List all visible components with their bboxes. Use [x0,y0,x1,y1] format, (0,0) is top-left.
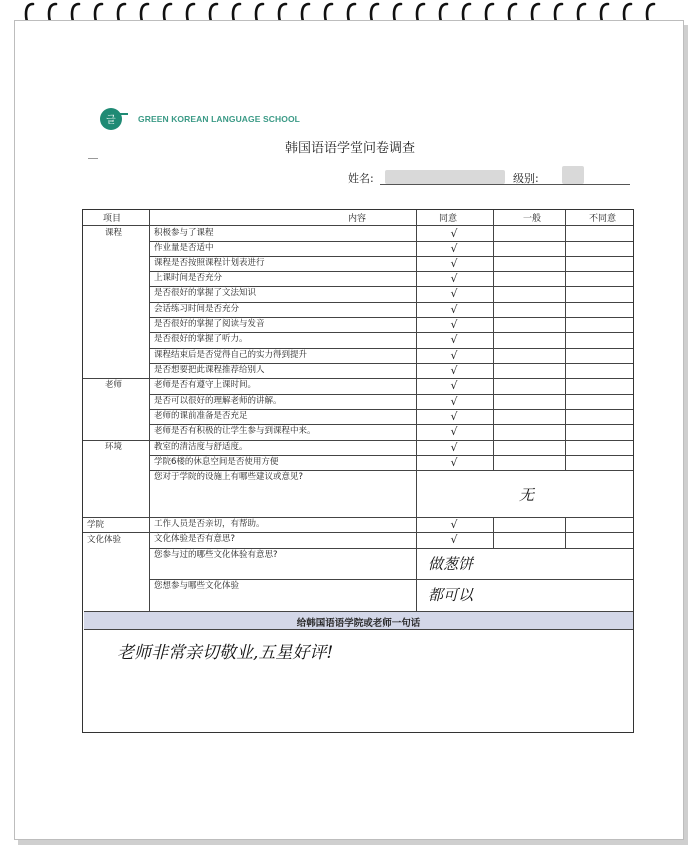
grid-line [149,363,633,364]
category-academy: 学院 [87,520,105,530]
question-text: 您参与过的哪些文化体验有意思? [154,550,278,560]
agree-checkmark: √ [450,272,458,285]
logo-icon [99,106,129,132]
question-text: 工作人员是否亲切，有帮助。 [154,519,265,529]
question-text: 作业量是否适中 [154,243,214,253]
agree-checkmark: √ [450,533,458,546]
grid-line [149,271,633,272]
agree-checkmark: √ [450,257,458,270]
question-text: 您想参与哪些文化体验 [154,581,240,591]
grid-line [83,532,149,533]
school-logo [99,106,300,132]
grid-line [493,210,494,470]
agree-checkmark: √ [450,303,458,316]
grid-line [149,517,633,518]
question-text: 是否很好的掌握了听力。 [154,334,248,344]
agree-checkmark: √ [450,287,458,300]
question-text: 是否想要把此课程推荐给别人 [154,365,265,375]
grid-line [149,455,633,456]
grid-line [149,532,633,533]
question-text: 课程结束后是否觉得自己的实力得到提升 [154,350,308,360]
header-agree: 同意 [439,214,458,224]
grid-line [149,241,633,242]
question-text: 您对于学院的设施上有哪些建议或意见? [154,472,304,482]
handwritten-message: 老师非常亲切敬业,五星好评! [117,643,334,663]
message-section-title: 给韩国语语学院或老师一句话 [296,618,421,629]
handwritten-answer: 都可以 [428,586,474,604]
question-text: 教室的清洁度与舒适度。 [154,442,248,452]
question-text: 老师的课前准备是否充足 [154,411,248,421]
agree-checkmark: √ [450,318,458,331]
grid-line [149,424,633,425]
header-content: 内容 [348,214,367,224]
grid-line [83,517,149,518]
grid-line [565,210,566,470]
grid-line [149,378,633,379]
survey-title: 韩国语语学堂问卷调查 [284,141,415,156]
question-text: 是否很好的掌握了文法知识 [154,288,257,298]
message-section-header [84,611,633,630]
category-culture: 文化体验 [87,535,122,545]
student-info-row [340,170,640,188]
level-label: 级别: [513,172,539,185]
redacted-name [385,170,505,184]
grid-line [149,579,633,580]
header-item: 项目 [103,214,122,224]
grid-line [149,256,633,257]
agree-checkmark: √ [450,456,458,469]
redacted-level [562,166,584,184]
agree-checkmark: √ [450,242,458,255]
category-environment: 环境 [105,442,123,452]
agree-checkmark: √ [450,410,458,423]
question-text: 课程是否按照课程计划表进行 [154,258,265,268]
grid-line [149,409,633,410]
grid-line [149,332,633,333]
grid-line [83,225,633,226]
grid-line [149,548,633,549]
handwritten-answer: 无 [519,486,535,504]
grid-line [149,611,633,612]
question-text: 会话练习时间是否充分 [154,304,240,314]
grid-line [83,440,149,441]
agree-checkmark: √ [450,518,458,531]
survey-table [82,209,634,733]
agree-checkmark: √ [450,395,458,408]
name-label: 姓名: [348,172,374,185]
agree-checkmark: √ [450,364,458,377]
category-teacher: 老师 [105,380,123,390]
header-neutral: 一般 [523,214,542,224]
level-underline [540,184,630,185]
question-text: 老师是否有积极的让学生参与到课程中来。 [154,426,316,436]
agree-checkmark: √ [450,441,458,454]
agree-checkmark: √ [450,349,458,362]
question-text: 老师是否有遵守上课时间。 [154,380,257,390]
agree-checkmark: √ [450,227,458,240]
school-name: GREEN KOREAN LANGUAGE SCHOOL [138,114,300,124]
agree-checkmark: √ [450,379,458,392]
grid-line [149,348,633,349]
question-text: 积极参与了课程 [154,228,214,238]
grid-line [83,378,149,379]
agree-checkmark: √ [450,425,458,438]
grid-line [149,470,633,471]
question-text: 学院6楼的休息空间是否使用方便 [154,457,279,467]
scan-mark [88,158,98,159]
question-text: 是否很好的掌握了阅读与发音 [154,319,265,329]
header-disagree: 不同意 [589,214,617,224]
grid-line [149,394,633,395]
grid-line [149,302,633,303]
handwritten-answer: 做葱饼 [428,555,474,573]
grid-line [149,286,633,287]
grid-line [149,440,633,441]
grid-line [149,317,633,318]
logo-mark-text: 글 [106,115,116,126]
question-text: 文化体验是否有意思? [154,534,236,544]
agree-checkmark: √ [450,333,458,346]
question-text: 上课时间是否充分 [154,273,223,283]
question-text: 是否可以很好的理解老师的讲解。 [154,396,282,406]
category-course: 课程 [105,228,123,238]
